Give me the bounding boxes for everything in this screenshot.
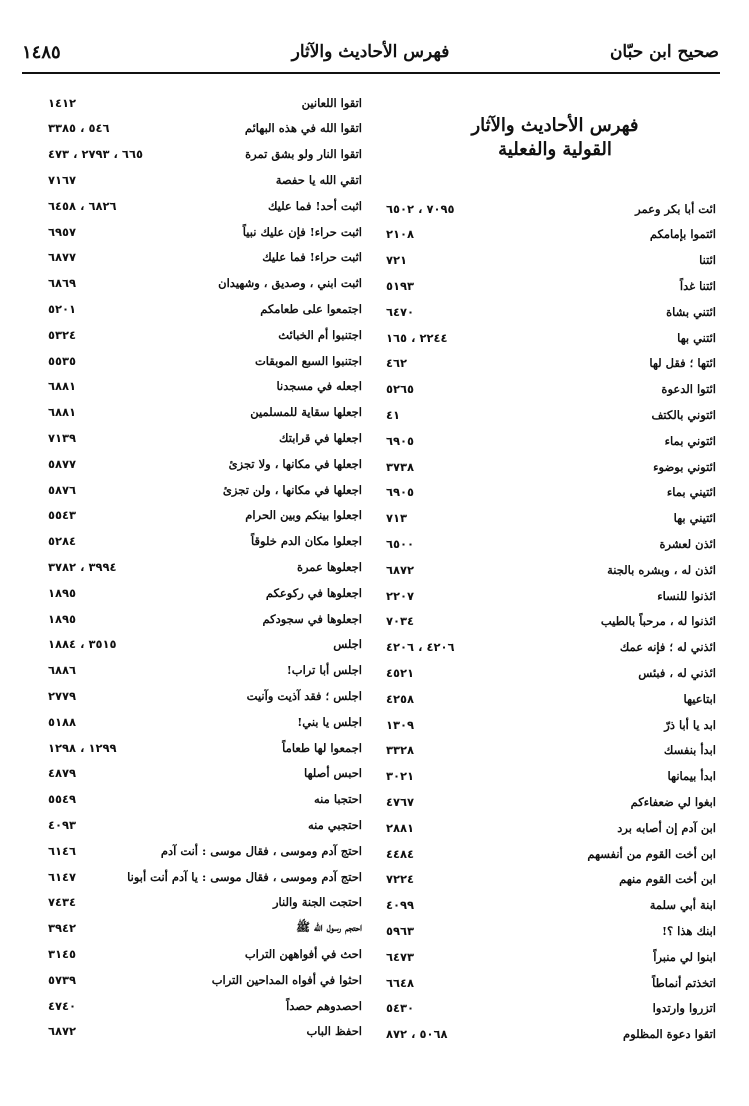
index-entry [48,503,362,528]
index-entry [386,970,716,995]
index-entry [48,374,362,399]
index-entry [386,893,716,918]
entry-number: ٤٧٦٧ [386,794,415,809]
entry-number: ٧٤٣٤ [48,895,77,910]
entry-text: اجعله في مسجدنا [276,379,362,394]
index-entry [48,993,362,1018]
entry-number: ٦٨٧٢ [386,562,415,577]
index-entry [48,296,362,321]
index-entry [48,322,362,347]
entry-number: ٦٨٧٢ [48,1024,77,1039]
index-entry [48,219,362,244]
entry-text: احتج آدم وموسى ، فقال موسى : يا آدم أنت أبونا [127,869,362,884]
entry-number: ٦٨٨١ [48,379,77,394]
index-title-line2: القولية والفعلية [498,139,612,160]
index-entry [48,606,362,631]
index-entry [386,789,716,814]
entry-text: ائذن له ، وبشره بالجنة [607,562,716,577]
index-entry [386,1022,716,1047]
entry-text: اجلس ؛ فقد آذيت وآنيت [246,688,362,703]
entry-text: اتقوا اللعانين [301,95,362,110]
index-entry [386,351,716,376]
entry-text: ائتوني بوضوء [653,459,716,474]
index-entry [48,967,362,992]
index-entry [48,735,362,760]
index-entry [386,815,716,840]
entry-text: ائتنا [699,253,716,268]
entry-number: ٥٧٣٩ [48,972,77,987]
entry-text: احتجت الجنة والنار [272,895,362,910]
index-entry [386,583,716,608]
entry-number: ٦١٤٧ [48,869,77,884]
entry-number: ٦٦٤٨ [386,975,415,990]
entry-number: ٦٨٦٩ [48,276,77,291]
index-entry [386,402,716,427]
entry-number: ٧٠٩٥ ، ٦٥٠٢ [386,201,455,216]
index-entry [386,764,716,789]
entry-text: ابن آدم إن أصابه برد [617,820,716,835]
page-number: ١٤٨٥ [22,42,61,63]
entry-text: اجلس يا بني! [297,714,362,729]
index-entry [48,477,362,502]
entry-text: اجتنبوا أم الخبائث [278,327,362,342]
index-entry [386,480,716,505]
entry-number: ٦٨٢٦ ، ٦٤٥٨ [48,198,117,213]
entry-number: ٥٤٣٠ [386,1001,415,1016]
entry-text: اجلس [333,637,362,652]
entry-number: ٥٥٤٣ [48,508,77,523]
entry-number: ١٨٩٥ [48,611,77,626]
index-entry [386,222,716,247]
entry-number: ٤٧٤٠ [48,998,77,1013]
index-entry [48,90,362,115]
index-title-line1: فهرس الأحاديث والآثار [471,115,639,136]
entry-text: ابتاعيها [683,691,716,706]
entry-number: ٦٦٥ ، ٢٧٩٣ ، ٤٧٣ [48,147,143,162]
index-entry [48,245,362,270]
entry-text: اجعلوها في سجودكم [262,611,362,626]
index-entry [48,787,362,812]
index-entry [48,193,362,218]
index-entry [48,683,362,708]
entry-text: اثبت ابني ، وصديق ، وشهيدان [218,276,362,291]
entry-text: ابدأ بنفسك [663,743,716,758]
entry-number: ٦٨٨٦ [48,663,77,678]
entry-text: ائتموا بإمامكم [649,227,716,242]
index-entry [48,709,362,734]
entry-number: ٦٤٧٣ [386,949,415,964]
index-entry [48,890,362,915]
index-entry [386,841,716,866]
entry-text: ائذن لعشرة [659,536,716,551]
entry-text: احفظ الباب [306,1024,362,1039]
entry-number: ٤٢٠٦ ، ٤٢٠٦ [386,640,455,655]
entry-text: ائتها ؛ فقل لها [649,356,716,371]
entry-text: اجتنبوا السبع الموبقات [254,353,362,368]
entry-number: ٦٨٧٧ [48,250,77,265]
index-entry [48,941,362,966]
entry-number: ٧٢١ [386,253,408,268]
index-entry [386,996,716,1021]
index-entry [386,557,716,582]
index-entry [48,632,362,657]
entry-text: احتج آدم وموسى ، فقال موسى : أنت آدم [160,843,362,858]
index-entry [48,451,362,476]
entry-number: ٢٢٤٤ ، ١٦٥ [386,330,448,345]
index-entry [48,142,362,167]
entry-text: اجعلوها في ركوعكم [265,585,362,600]
entry-text: اثبت حراء! فما عليك [262,250,362,265]
entry-number: ٦٩٠٥ [386,433,415,448]
index-entry [386,660,716,685]
index-entry [386,531,716,556]
entry-text: اجعلها في مكانها ، ولا تجزئ [228,456,362,471]
entry-number: ٣٥١٥ ، ١٨٨٤ [48,637,117,652]
entry-number: ٥٥٤٩ [48,792,77,807]
index-entry [386,944,716,969]
index-entry [48,864,362,889]
entry-number: ٧١٣ [386,511,408,526]
entry-number: ٤١ [386,407,401,422]
header-rule [22,72,720,74]
entry-text: اجعلوا بينكم وبين الحرام [245,508,362,523]
entry-text: احث في أفواههن التراب [244,946,362,961]
index-entry [48,1019,362,1044]
entry-number: ٣٠٢١ [386,769,415,784]
entry-number: ٥٨٧٦ [48,482,77,497]
page-header [22,40,719,70]
index-entry [386,454,716,479]
entry-text: ابغوا لي ضعفاءكم [630,794,716,809]
index-entry [48,167,362,192]
entry-number: ٤٦٢ [386,356,408,371]
entry-text: اجعلها في مكانها ، ولن تجزئ [222,482,362,497]
entry-number: ٣٧٣٨ [386,459,415,474]
entry-text: احتجم رسول الله ﷺ [296,919,362,934]
entry-text: اثبت أحد! فما عليك [267,198,362,213]
entry-number: ٣٩٤٢ [48,921,77,936]
entry-number: ٤٤٨٤ [386,846,415,861]
entry-number: ٤٥٢١ [386,665,415,680]
entry-text: ابد يا أبا ذرّ [664,717,716,732]
entry-number: ٣٣٢٨ [386,743,415,758]
entry-number: ٧١٣٩ [48,430,77,445]
entry-text: احصدوهم حصداً [286,998,362,1013]
index-entry [386,738,716,763]
index-entry [48,348,362,373]
index-entry [386,609,716,634]
index-entry [386,196,716,221]
index-entry [386,428,716,453]
entry-number: ٢٧٧٩ [48,688,77,703]
entry-text: ائذنوا له ، مرحباً بالطيب [600,614,716,629]
index-entry [386,506,716,531]
book-title: صحيح ابن حبّان [609,42,719,62]
entry-number: ٦٩٥٧ [48,224,77,239]
entry-number: ٢٢٠٧ [386,588,415,603]
entry-text: ائتوني بماء [664,433,716,448]
entry-text: ابن أخت القوم منهم [619,872,716,887]
entry-number: ٥٩٦٣ [386,923,415,938]
entry-text: ائتوا الدعوة [661,382,716,397]
entry-number: ٤٨٧٩ [48,766,77,781]
entry-text: ابن أخت القوم من أنفسهم [587,846,716,861]
entry-text: احتجبا منه [314,792,362,807]
entry-number: ٤٠٩٣ [48,817,77,832]
entry-number: ١٢٩٩ ، ١٢٩٨ [48,740,117,755]
entry-text: اتقوا دعوة المظلوم [623,1027,716,1042]
entry-text: ائتوني بالكتف [651,407,716,422]
entry-text: اجتمعوا على طعامكم [260,301,362,316]
entry-number: ٧١٦٧ [48,172,77,187]
entry-number: ٦٤٧٠ [386,304,415,319]
index-entry [386,299,716,324]
index-entry [386,918,716,943]
entry-number: ١٤١٢ [48,95,77,110]
index-entry [48,425,362,450]
index-entry [386,867,716,892]
entry-number: ٥١٩٣ [386,278,415,293]
index-entry [386,248,716,273]
entry-text: احبس أصلها [303,766,362,781]
entry-text: اجعلوا مكان الدم خلوقاً [251,534,362,549]
entry-number: ٣٩٩٤ ، ٣٧٨٢ [48,559,117,574]
entry-text: اتقوا الله في هذه البهائم [244,121,362,136]
entry-text: ائت أبا بكر وعمر [635,201,716,216]
entry-text: اتقي الله يا حفصة [275,172,362,187]
entry-text: اجعلها في قرابتك [279,430,362,445]
entry-number: ٥٢٨٤ [48,534,77,549]
entry-number: ٢٨٨١ [386,820,415,835]
entry-text: ابنك هذا ؟! [661,923,716,938]
index-entry [48,658,362,683]
index-entry [386,325,716,350]
entry-number: ٥٠٦٨ ، ٨٧٢ [386,1027,448,1042]
entry-text: ائتيني بماء [666,485,716,500]
entry-text: اثبت حراء! فإن عليك نبياً [242,224,362,239]
entry-number: ٥٣٢٤ [48,327,77,342]
entry-text: ائذني له ؛ فإنه عمك [619,640,716,655]
entry-text: ابنوا لي منبراً [653,949,716,964]
index-title [470,114,640,162]
index-entry [48,400,362,425]
index-entry [48,916,362,941]
index-entry [386,377,716,402]
entry-number: ٥٢٠١ [48,301,77,316]
entry-text: اجمعوا لها طعاماً [282,740,362,755]
entry-number: ١٣٠٩ [386,717,415,732]
entry-number: ٦٥٠٠ [386,536,415,551]
entry-text: اتقوا النار ولو بشق تمرة [245,147,362,162]
entry-text: ائذنوا للنساء [657,588,716,603]
index-entry [48,812,362,837]
entry-text: ائتنا غداً [679,278,716,293]
entry-text: ائذني له ، فبئس [638,665,716,680]
index-entry [48,116,362,141]
entry-text: ائتيني بها [673,511,716,526]
entry-number: ٥١٨٨ [48,714,77,729]
entry-number: ٤٠٩٩ [386,898,415,913]
entry-text: اتخذتم أنماطاً [652,975,716,990]
entry-number: ٧٠٣٤ [386,614,415,629]
index-entry [386,635,716,660]
entry-number: ٥٨٧٧ [48,456,77,471]
index-entry [48,761,362,786]
entry-number: ٧٢٢٤ [386,872,415,887]
index-entry [48,271,362,296]
index-entry [386,712,716,737]
entry-text: احثوا في أفواه المداحين التراب [211,972,362,987]
index-entry [386,273,716,298]
entry-number: ٢١٠٨ [386,227,415,242]
entry-text: اتزروا وارتدوا [652,1001,716,1016]
index-entry [48,838,362,863]
index-entry [386,686,716,711]
entry-text: ائتني بشاة [666,304,716,319]
entry-number: ٥٤٦ ، ٣٣٨٥ [48,121,110,136]
entry-text: اجعلها سقاية للمسلمين [250,405,362,420]
entry-number: ٦٨٨١ [48,405,77,420]
entry-text: ائتني بها [677,330,716,345]
entry-number: ٤٢٥٨ [386,691,415,706]
entry-text: اجعلوها عمرة [296,559,362,574]
entry-number: ٦٩٠٥ [386,485,415,500]
entry-text: احتجبي منه [307,817,362,832]
entry-text: ابدأ بيمانها [667,769,716,784]
entry-number: ٣١٤٥ [48,946,77,961]
entry-number: ٥٥٣٥ [48,353,77,368]
index-entry [48,580,362,605]
entry-number: ٦١٤٦ [48,843,77,858]
index-entry [48,554,362,579]
entry-text: اجلس أبا تراب! [286,663,362,678]
entry-number: ٥٢٦٥ [386,382,415,397]
entry-number: ١٨٩٥ [48,585,77,600]
index-entry [48,529,362,554]
section-title: فهرس الأحاديث والآثار [291,42,450,62]
entry-text: ابنة أبي سلمة [649,898,716,913]
